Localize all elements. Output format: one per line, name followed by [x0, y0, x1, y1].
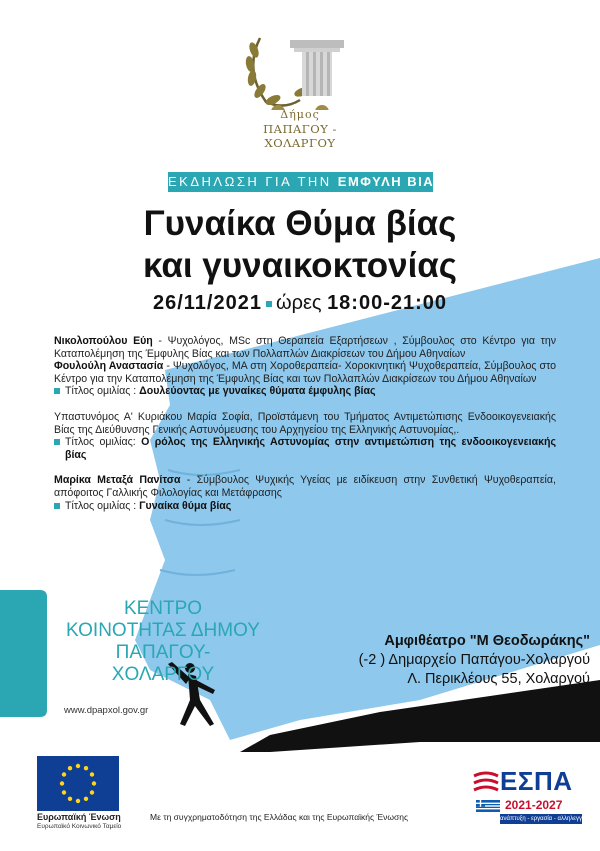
speaker-1-name: Νικολοπούλου Εύη [54, 335, 153, 347]
espa-word: ΕΣΠΑ [500, 766, 573, 796]
hours-label: ώρες [275, 292, 322, 314]
talk-1-title: Δουλεύοντας με γυναίκες θύματα έμφυλης βίας [139, 385, 376, 398]
speaker-4 [54, 474, 556, 499]
speaker-4-desc: - Σύμβουλος Ψυχικής Υγείας με ειδίκευση στην Συνθετική Ψυχοθεραπεία, απόφοιτος Γαλλικής Φιλολογίας και Μετάφρασης [54, 474, 556, 499]
talk-2 [54, 436, 556, 461]
talk-3-title: Γυναίκα θύμα βίας [139, 499, 232, 512]
event-banner [168, 172, 433, 192]
organizer-line-4: ΧΟΛΑΡΓΟΥ [111, 664, 215, 685]
speaker-2-name: Φουλούλη Αναστασία [54, 360, 164, 373]
venue-building: (-2 ) Δημαρχείο Παπάγου-Χολαργού [358, 652, 590, 668]
talk-2-label: Τίτλος ομιλίας: [65, 436, 142, 449]
cofunding-text: Με τη συγχρηματοδότηση της Ελλάδας και της Ευρωπαϊκής Ένωσης [150, 812, 409, 822]
speaker-4-name: Μαρίκα Μεταξά Πανίτσα [54, 474, 181, 487]
title-line-1: Γυναίκα Θύμα βίας [143, 204, 457, 243]
espa-stripes-icon [472, 768, 500, 798]
logo-municipality-name: ΠΑΠΑΓΟΥ - ΧΟΛΑΡΓΟΥ [263, 122, 337, 150]
event-datetime [0, 291, 600, 315]
talk-1-label: Τίτλος ομιλίας : [65, 385, 140, 398]
espa-tagline: ανάπτυξη - εργασία - αλληλεγγύη [500, 816, 589, 822]
laurel-column-emblem [238, 30, 362, 110]
banner-emphasis: ΕΜΦΥΛΗ ΒΙΑ [337, 174, 435, 189]
venue-block [292, 632, 590, 689]
eu-label: Ευρωπαϊκή Ένωση [37, 812, 121, 822]
speaker-3: Υπαστυνόμος Α' Κυριάκου Μαρία Σοφία, Προϊστάμενη του Τμήματος Αντιμετώπισης Ενδοοικογενειακής Βίας της Διεύθυνσης Γενικής Αστυνόμευσης του Αρχηγείου της Ελληνικής Αστυνομίας,. [54, 410, 556, 436]
talk-3 [54, 500, 556, 513]
organizer-line-1: ΚΕΝΤΡΟ [123, 598, 203, 619]
separator-square [266, 301, 272, 307]
speakers-section [54, 335, 556, 512]
website-link[interactable]: www.dpapxol.gov.gr [64, 705, 149, 716]
eu-fund-label: Ευρωπαϊκό Κοινωνικό Ταμείο [37, 823, 122, 830]
speaker-1 [54, 335, 556, 360]
teal-tab [0, 590, 47, 717]
organizer-name [58, 598, 268, 686]
banner-prefix: ΕΚΔΗΛΩΣΗ ΓΙΑ ΤΗΝ [168, 174, 332, 189]
logo-municipality-word: Δήμος [280, 108, 320, 121]
espa-logo [472, 766, 589, 822]
organizer-line-2: ΚΟΙΝΟΤΗΤΑΣ ΔΗΜΟΥ [66, 620, 260, 641]
speaker-1-desc: - Ψυχολόγος, MSc στη Θεραπεία Εξαρτήσεων , Σύμβουλος στο Κέντρο για την Καταπολέμηση της Έμφυλης Βίας και των Πολλαπλών Διακρίσεων του Δήμου Αθηναίων [54, 335, 557, 360]
organizer-line-3: ΠΑΠΑΓΟΥ- [115, 642, 211, 663]
talk-1 [54, 385, 556, 398]
municipality-logo [238, 30, 362, 148]
talk-2-title: Ο ρόλος της Ελληνικής Αστυνομίας στην αντιμετώπιση της ενδοοικογενειακής βίας [65, 436, 556, 461]
greek-flag-icon [476, 800, 500, 812]
event-hours: 18:00-21:00 [327, 292, 448, 314]
venue-address: Λ. Περικλέους 55, Χολαργού [407, 671, 590, 687]
title-line-2: και γυναικοκτονίας [142, 246, 458, 285]
speaker-2 [54, 360, 556, 385]
venue-name: Αμφιθέατρο "Μ Θεοδωράκης" [384, 633, 590, 649]
talk-3-label: Τίτλος ομιλίας : [65, 499, 140, 512]
eu-flag-icon [37, 756, 119, 811]
espa-years: 2021-2027 [505, 798, 563, 812]
event-date: 26/11/2021 [152, 292, 262, 314]
speaker-2-desc: - Ψυχολόγος, ΜΑ στη Χοροθεραπεία- Χοροκινητική Ψυχοθεραπεία, Σύμβουλος στο Κέντρο για την Καταπολέμηση της Έμφυλης Βίας και των Πολλαπλών Διακρίσεων του Δήμου Αθηναίων [54, 360, 556, 385]
